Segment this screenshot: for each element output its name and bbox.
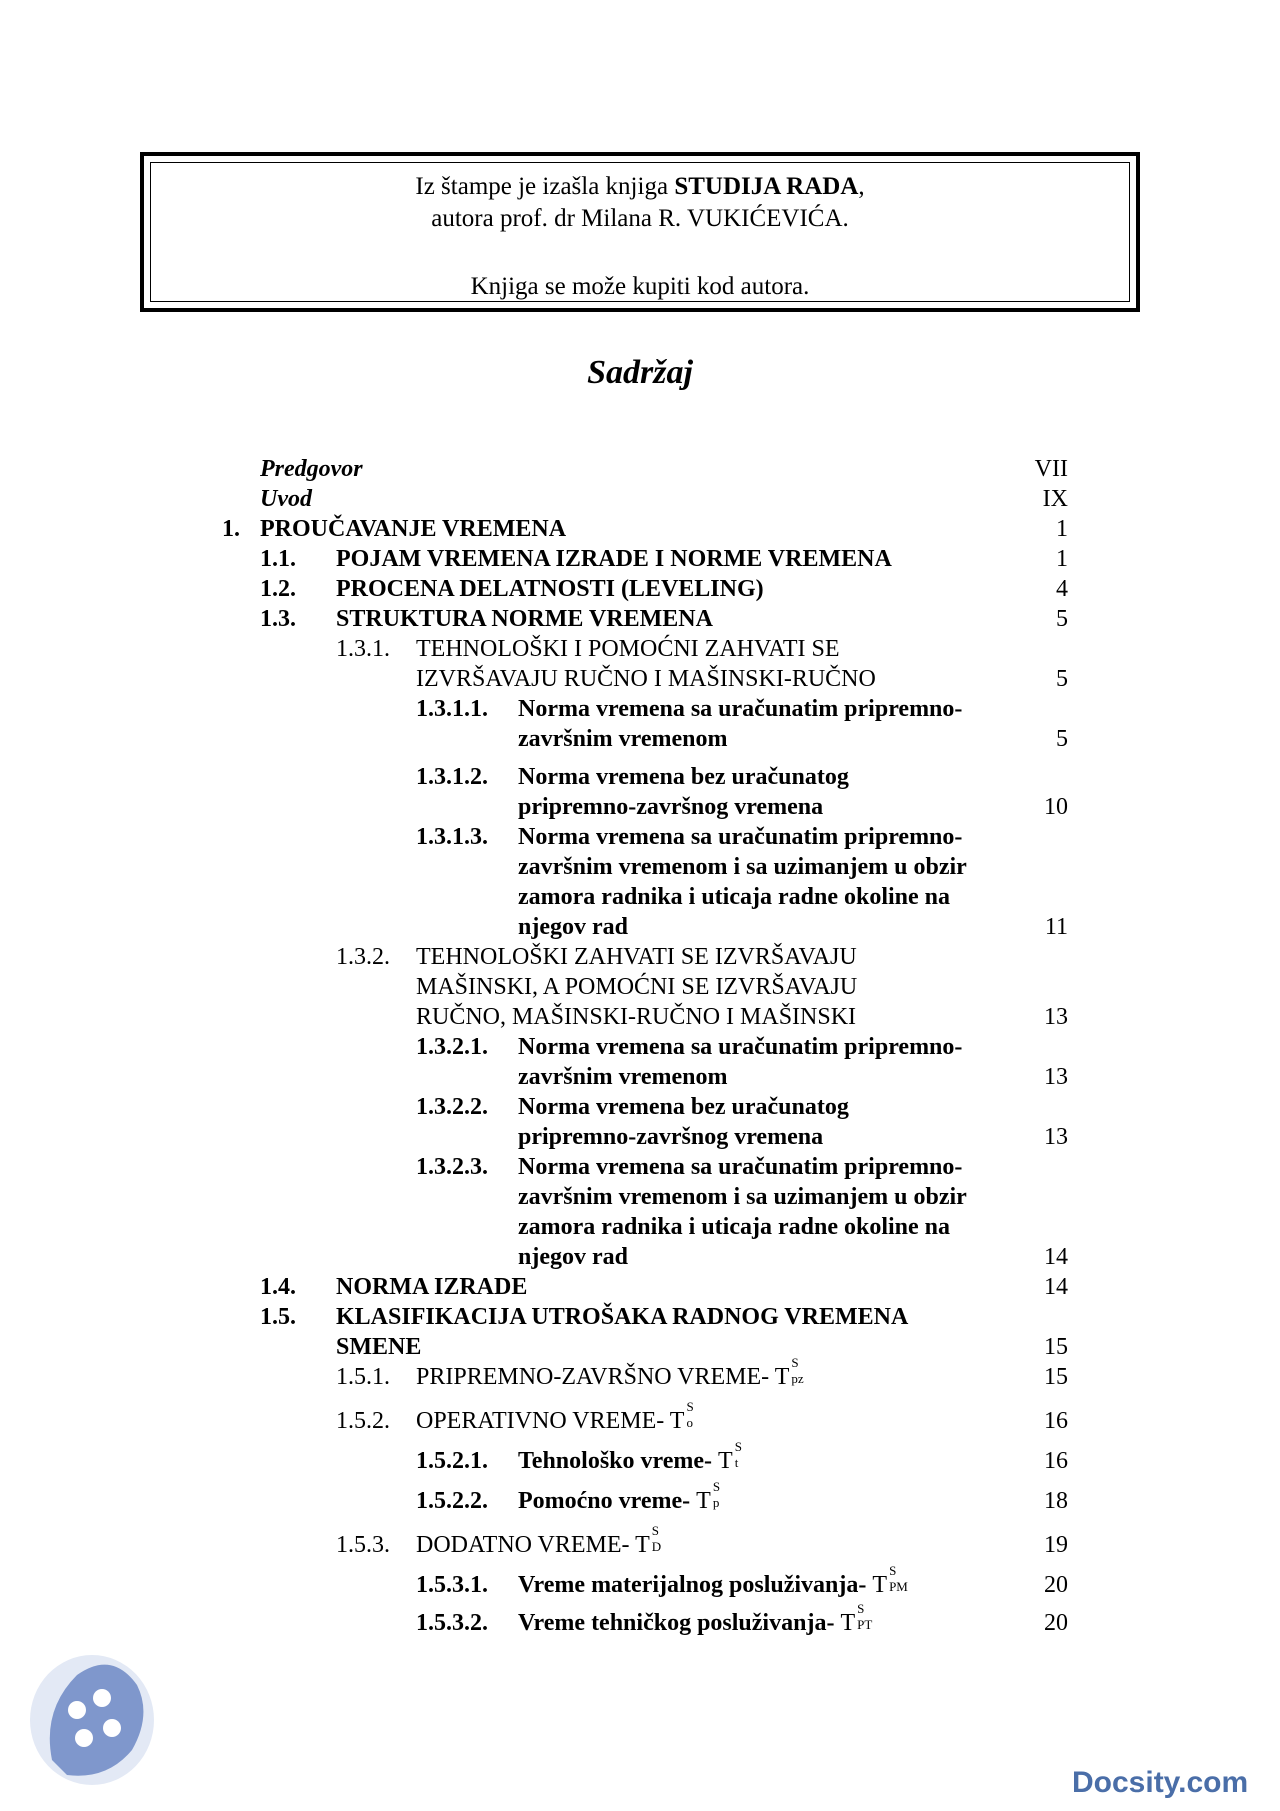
toc-entry-1-5-3[interactable]: 1.5.3. DODATNO VREME- T S D 19 [336, 1523, 1068, 1558]
toc-entry-1-5-3-1[interactable]: 1.5.3.1. Vreme materijalnog posluživanja- T S PM 20 [416, 1563, 1068, 1598]
announcement-box [140, 152, 1140, 312]
toc-entry-1-5-2-1[interactable]: 1.5.2.1. Tehnološko vreme- T S t 16 [416, 1439, 1068, 1474]
announcement-inner [150, 162, 1130, 302]
announcement-line-1: Iz štampe je izašla knjiga STUDIJA RADA, [415, 173, 865, 200]
toc-entry-1-3-1[interactable]: 1.3.1. TEHNOLOŠKI I POMOĆNI ZAHVATI SE IZVRŠAVAJU RUČNO I MAŠINSKI-RUČNO 5 [336, 636, 1068, 692]
page-title: Sadržaj [587, 354, 693, 391]
book-title: STUDIJA RADA [674, 173, 859, 200]
toc-entry-1-3-2-1[interactable]: 1.3.2.1. Norma vremena sa uračunatim pripremno- završnim vremenom 13 [416, 1034, 1068, 1090]
toc-entry-predgovor[interactable]: Predgovor VII [260, 456, 1068, 482]
toc-entry-1-3-1-3[interactable]: 1.3.1.3. Norma vremena sa uračunatim pripremno- završnim vremenom i sa uzimanjem u obzir zamora radnika i uticaja radne okoline na njegov rad 11 [416, 824, 1068, 940]
table-of-contents [0, 454, 1280, 1646]
toc-entry-1-1[interactable]: 1.1. POJAM VREMENA IZRADE I NORME VREMENA 1 [260, 546, 1068, 572]
announcement-line-3: Knjiga se može kupiti kod autora. [470, 273, 810, 300]
toc-entry-1-3-2[interactable]: 1.3.2. TEHNOLOŠKI ZAHVATI SE IZVRŠAVAJU MAŠINSKI, A POMOĆNI SE IZVRŠAVAJU RUČNO, MAŠINSKI-RUČNO I MAŠINSKI 13 [336, 944, 1068, 1030]
toc-entry-1-5-1[interactable]: 1.5.1. PRIPREMNO-ZAVRŠNO VREME- T S pz 15 [336, 1355, 1068, 1390]
toc-entry-1-5-2[interactable]: 1.5.2. OPERATIVNO VREME- T S o 16 [336, 1399, 1068, 1434]
toc-entry-1-5-2-2[interactable]: 1.5.2.2. Pomoćno vreme- T S p 18 [416, 1479, 1068, 1514]
docsity-logo-icon [22, 1640, 162, 1790]
toc-entry-1-4[interactable]: 1.4. NORMA IZRADE 14 [260, 1274, 1068, 1300]
docsity-watermark[interactable]: Docsity.com [1072, 1766, 1249, 1799]
toc-entry-1-3-1-1[interactable]: 1.3.1.1. Norma vremena sa uračunatim pripremno- završnim vremenom 5 [416, 696, 1068, 752]
toc-entry-1-3[interactable]: 1.3. STRUKTURA NORME VREMENA 5 [260, 606, 1068, 632]
toc-entry-1-3-2-2[interactable]: 1.3.2.2. Norma vremena bez uračunatog pripremno-završnog vremena 13 [416, 1094, 1068, 1150]
toc-entry-1-2[interactable]: 1.2. PROCENA DELATNOSTI (LEVELING) 4 [260, 576, 1068, 602]
toc-entry-1-5-3-2[interactable]: 1.5.3.2. Vreme tehničkog posluživanja- T S PT 20 [416, 1601, 1068, 1636]
toc-entry-1-3-2-3[interactable]: 1.3.2.3. Norma vremena sa uračunatim pripremno- završnim vremenom i sa uzimanjem u obzir zamora radnika i uticaja radne okoline na njegov rad 14 [416, 1154, 1068, 1270]
announcement-line-2: autora prof. dr Milana R. VUKIĆEVIĆA. [431, 205, 849, 232]
toc-entry-1[interactable]: 1. PROUČAVANJE VREMENA 1 [222, 516, 1068, 542]
toc-entry-uvod[interactable]: Uvod IX [260, 486, 1068, 512]
toc-entry-1-3-1-2[interactable]: 1.3.1.2. Norma vremena bez uračunatog pripremno-završnog vremena 10 [416, 764, 1068, 820]
toc-entry-1-5[interactable]: 1.5. KLASIFIKACIJA UTROŠAKA RADNOG VREMENA SMENE 15 [260, 1304, 1068, 1360]
